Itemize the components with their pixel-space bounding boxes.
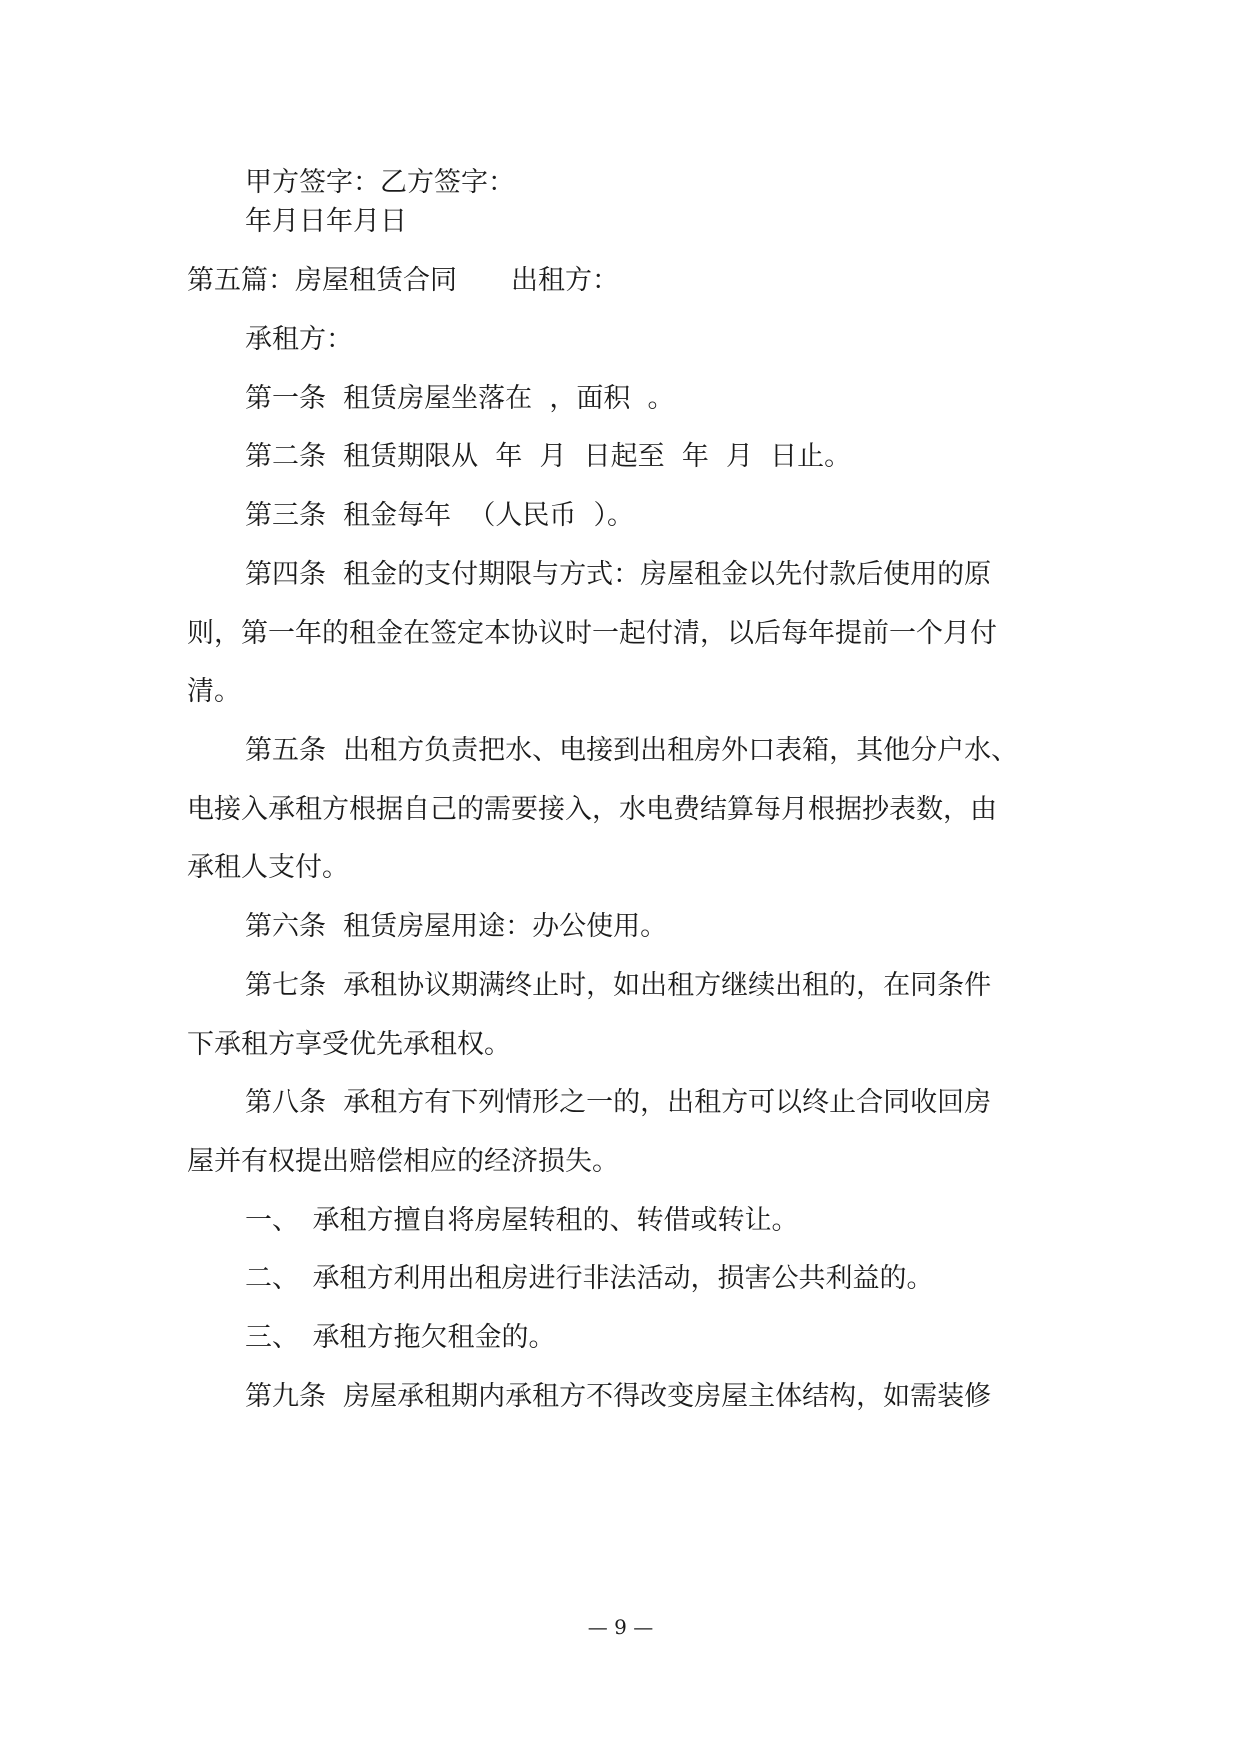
clause-3: 第三条 租金每年 （人民币 ）。 bbox=[245, 500, 634, 531]
signature-line: 甲方签字：乙方签字： bbox=[245, 167, 515, 198]
clause-4-line-3: 清。 bbox=[187, 676, 241, 707]
clause-4-line-1: 第四条 租金的支付期限与方式：房屋租金以先付款后使用的原 bbox=[245, 559, 992, 590]
clause-9-line-1: 第九条 房屋承租期内承租方不得改变房屋主体结构，如需装修 bbox=[245, 1381, 992, 1412]
clause-7-line-1: 第七条 承租协议期满终止时，如出租方继续出租的，在同条件 bbox=[245, 970, 992, 1001]
page-number: — 9 — bbox=[587, 1615, 654, 1639]
clause-7-line-2: 下承租方享受优先承租权。 bbox=[187, 1029, 511, 1060]
clause-8-line-1: 第八条 承租方有下列情形之一的，出租方可以终止合同收回房 bbox=[245, 1087, 992, 1118]
date-line: 年月日年月日 bbox=[245, 206, 407, 237]
clause-8-item-1: 一、 承租方擅自将房屋转租的、转借或转让。 bbox=[245, 1205, 799, 1236]
clause-8-item-2: 二、 承租方利用出租房进行非法活动，损害公共利益的。 bbox=[245, 1263, 934, 1294]
clause-5-line-3: 承租人支付。 bbox=[187, 852, 349, 883]
clause-2: 第二条 租赁期限从 年 月 日起至 年 月 日止。 bbox=[245, 441, 852, 472]
clause-8-line-2: 屋并有权提出赔偿相应的经济损失。 bbox=[187, 1146, 619, 1177]
clause-1: 第一条 租赁房屋坐落在 ，面积 。 bbox=[245, 383, 675, 414]
clause-5-line-1: 第五条 出租方负责把水、电接到出租房外口表箱，其他分户水、 bbox=[245, 735, 1019, 766]
section-heading: 第五篇：房屋租赁合同 出租方： bbox=[187, 265, 619, 296]
clause-6: 第六条 租赁房屋用途：办公使用。 bbox=[245, 911, 668, 942]
clause-8-item-3: 三、 承租方拖欠租金的。 bbox=[245, 1322, 556, 1353]
clause-4-line-2: 则，第一年的租金在签定本协议时一起付清，以后每年提前一个月付 bbox=[187, 618, 997, 649]
tenant-line: 承租方： bbox=[245, 324, 353, 355]
clause-5-line-2: 电接入承租方根据自己的需要接入，水电费结算每月根据抄表数，由 bbox=[187, 794, 997, 825]
